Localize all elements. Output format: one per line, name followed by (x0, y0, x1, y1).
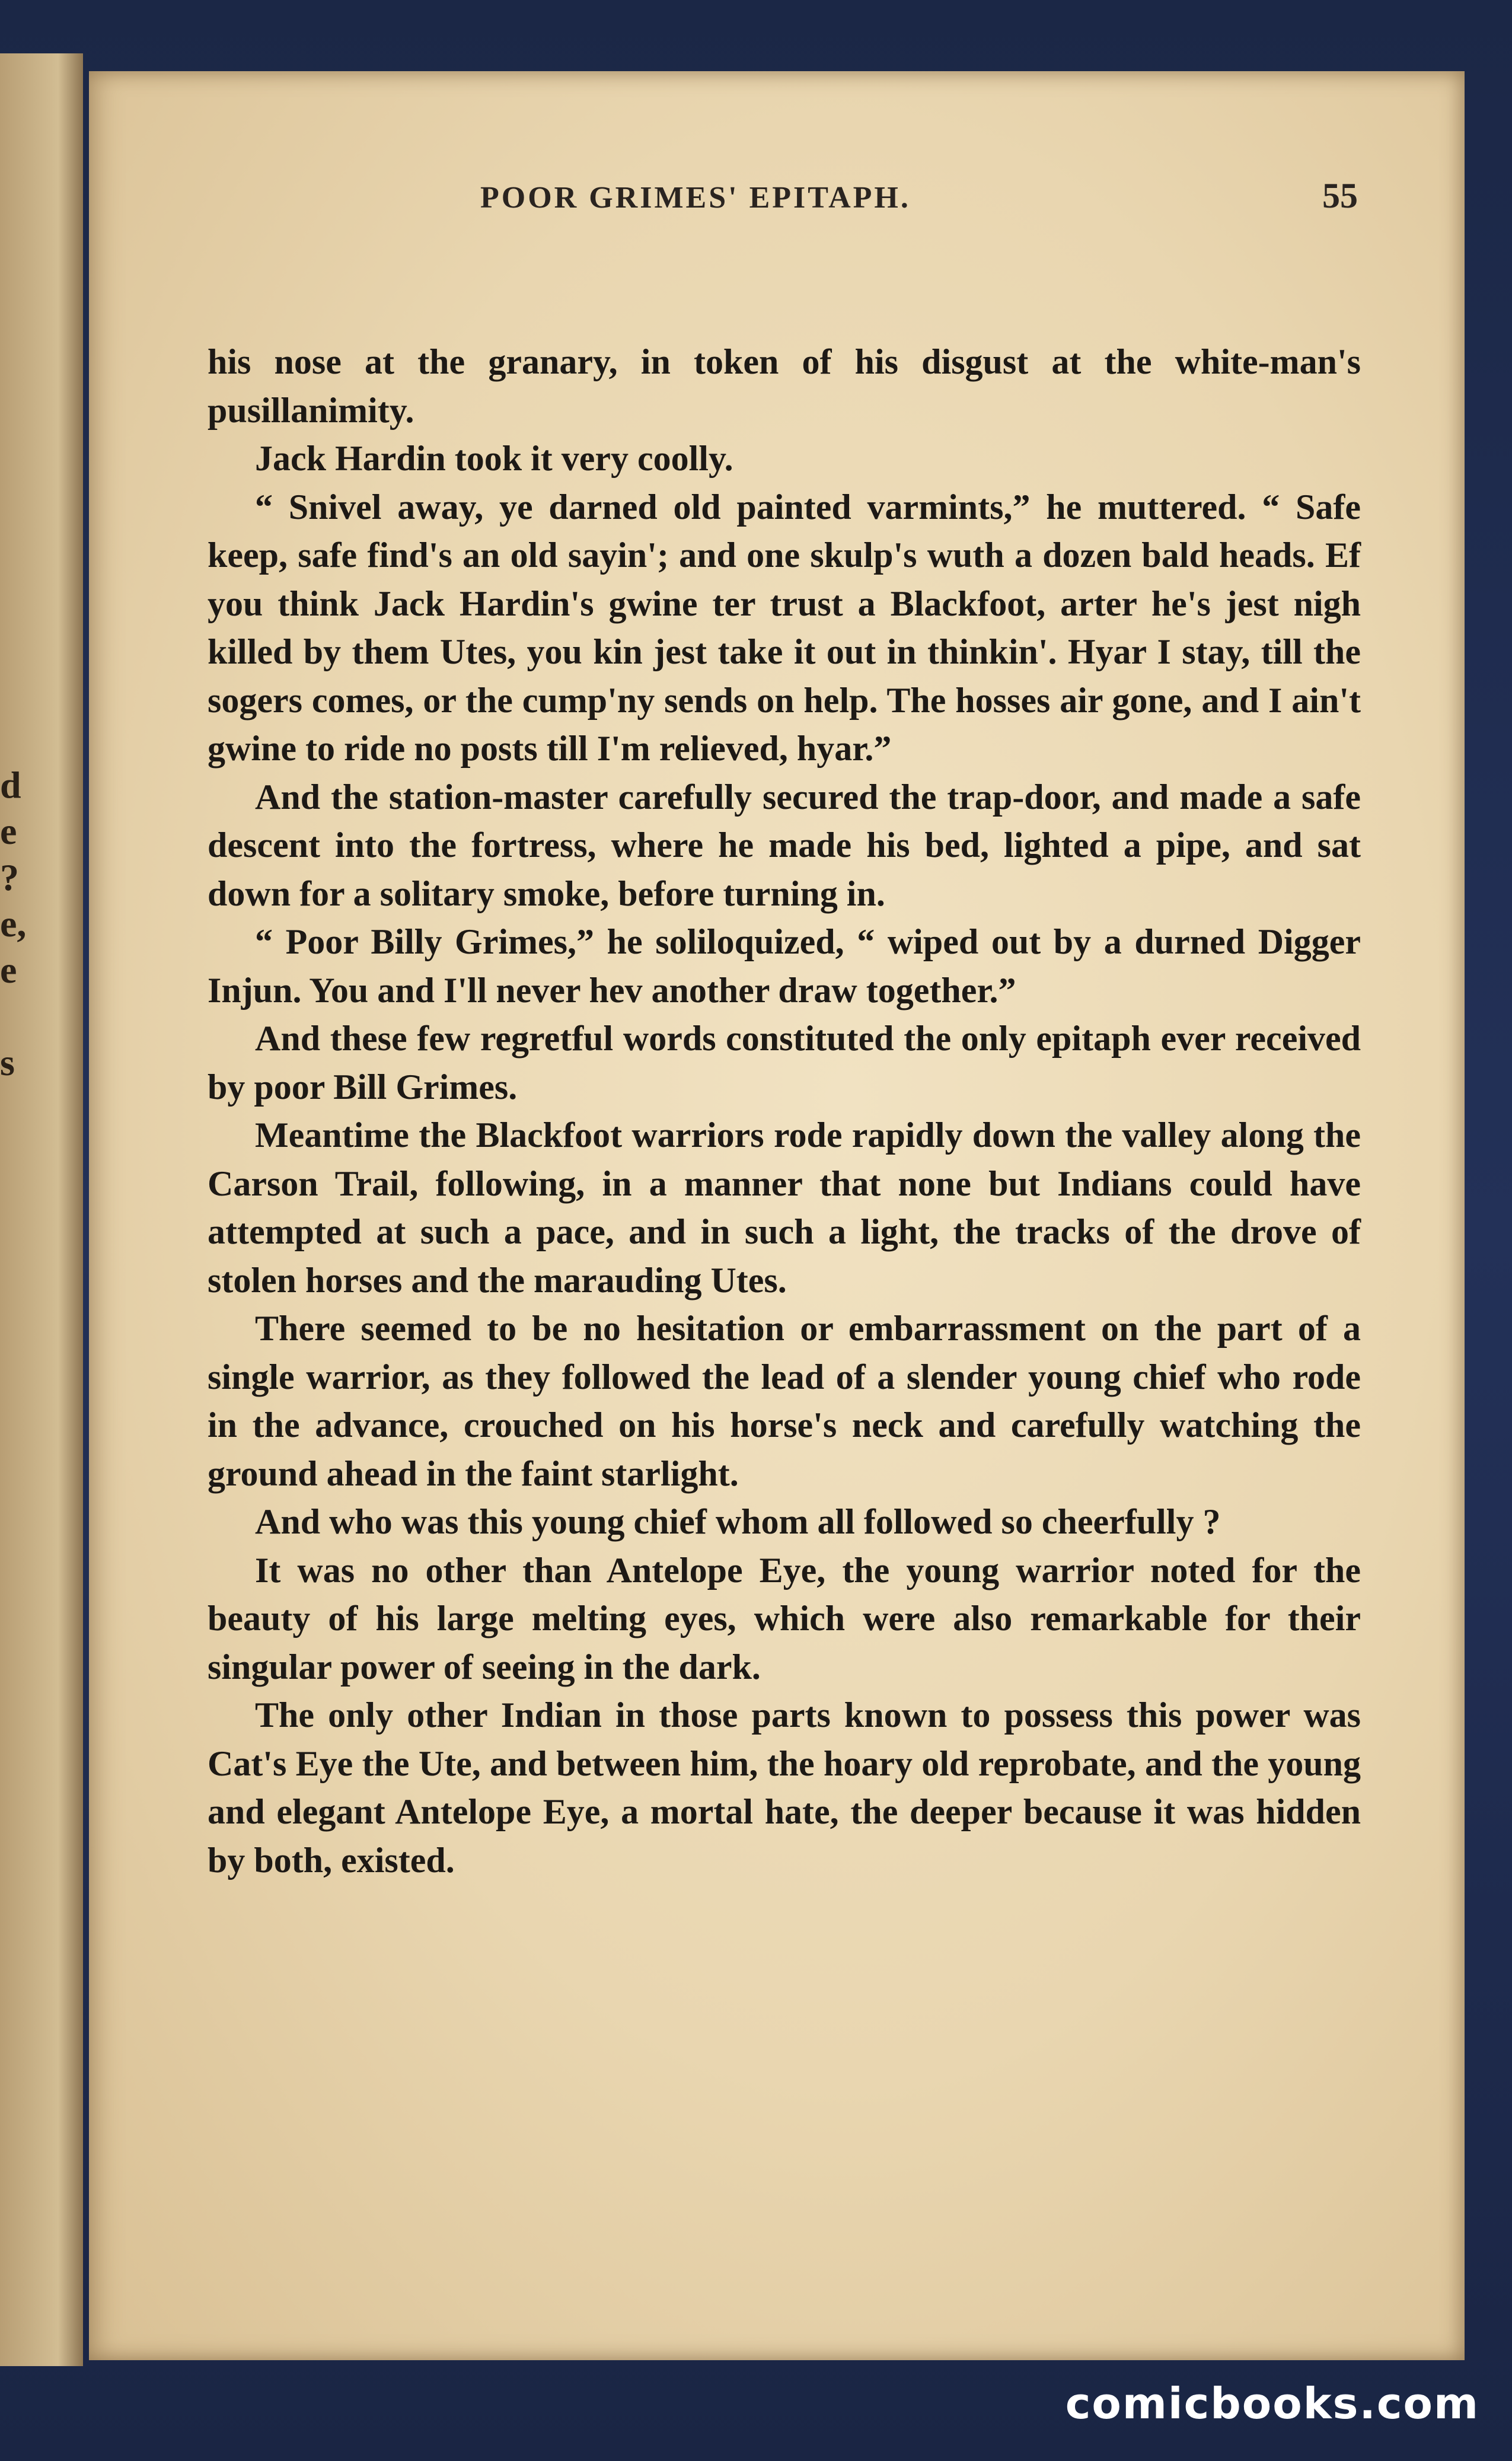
fragment: s (0, 1041, 15, 1083)
paragraph: And the station-master carefully secured the trap-door, and made a safe descent into the fortress, where he made his bed, lighted a pipe, and sat down for a solitary smoke, before turning in. (208, 777, 1361, 913)
paragraph: It was no other than Antelope Eye, the young warrior noted for the beauty of his large melting eyes, which were also remarkable for their singular power of seeing in the dark. (208, 1550, 1361, 1687)
paragraph: The only other Indian in those parts known to possess this power was Cat's Eye the Ute, and between him, the hoary old reprobate, and the young and elegant Antelope Eye, a mortal hate, the deeper because it was hidden by both, existed. (208, 1695, 1361, 1880)
book-page (89, 71, 1465, 2360)
paragraph: “ Poor Billy Grimes,” he soliloquized, “ wiped out by a durned Digger Injun. You and I'll never hev another draw together.” (208, 922, 1361, 1010)
paragraph: There seemed to be no hesitation or embarrassment on the part of a single warrior, as they followed the lead of a slender young chief who rode in the advance, crouched on his horse's neck and carefully watching the ground ahead in the faint starlight. (208, 1309, 1361, 1493)
fragment: e (0, 810, 17, 852)
fragment: e (0, 949, 17, 991)
page-body (208, 338, 1361, 1885)
paragraph: And these few regretful words constituted the only epitaph ever received by poor Bill Grimes. (208, 1019, 1361, 1107)
previous-page-edge (0, 53, 83, 2366)
running-title: POOR GRIMES' EPITAPH. (480, 181, 911, 215)
page-number: 55 (1322, 176, 1358, 215)
paragraph: And who was this young chief whom all followed so cheerfully ? (255, 1502, 1221, 1541)
paragraph: Jack Hardin took it very coolly. (255, 439, 733, 478)
fragment: d (0, 764, 21, 806)
watermark: comicbooks.com (1065, 2379, 1479, 2428)
fragment: e, (0, 903, 27, 945)
previous-page-text-fragments (0, 762, 36, 1086)
paragraph: his nose at the granary, in token of his disgust at the white-man's pusillanimity. (208, 342, 1361, 430)
fragment: ? (0, 856, 19, 898)
paragraph: “ Snivel away, ye darned old painted varmints,” he muttered. “ Safe keep, safe find's an old sayin'; and one skulp's wuth a dozen bald heads. Ef you think Jack Hardin's gwine ter trust a Blackfoot, arter he's jest nigh killed by them Utes, you kin jest take it out in thinkin'. Hyar I stay, till the sogers comes, or the cump'ny sends on help. The hosses air gone, and I ain't gwine to ride no posts till I'm relieved, hyar.” (208, 487, 1361, 768)
paragraph: Meantime the Blackfoot warriors rode rapidly down the valley along the Carson Trail, following, in a manner that none but Indians could have attempted at such a pace, and in such a light, the tracks of the drove of stolen horses and the marauding Utes. (208, 1115, 1361, 1300)
